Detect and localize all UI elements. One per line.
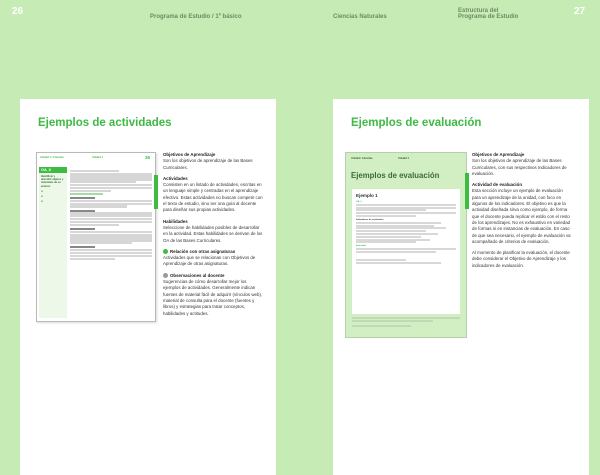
- thumbnail-header-center: Unidad 1: [398, 157, 409, 160]
- section-relacion: [163, 249, 263, 268]
- running-header-left: Programa de Estudio / 1º básico: [150, 14, 242, 20]
- activity-label: Actividad: [356, 245, 366, 248]
- thumbnail-header-left: Unidad / Ciencias: [351, 157, 373, 160]
- thumbnail-header-center: Unidad 1: [92, 156, 103, 159]
- section-heading: Actividad de evaluación: [472, 182, 523, 188]
- evaluation-example-thumbnail: [345, 152, 467, 338]
- right-description-column: [472, 152, 572, 274]
- thumbnail-footer: [352, 316, 460, 327]
- section-heading: Objetivos de Aprendizaje: [472, 152, 525, 157]
- section-habilidades: [163, 219, 263, 244]
- page-number-right: 27: [574, 6, 586, 17]
- oa-badge: OA_6: [39, 167, 67, 173]
- running-header-center: Ciencias Naturales: [333, 14, 387, 20]
- left-page-title: Ejemplos de actividades: [38, 117, 172, 129]
- right-page-panel: [333, 99, 589, 475]
- sidebar-objective: Identificar y describir objetos y materiales de su entorno: [41, 175, 64, 188]
- section-objetivos: [472, 152, 572, 177]
- section-heading: Actividades: [163, 175, 188, 181]
- section-actividad-evaluacion: [472, 182, 572, 245]
- sidebar-ie-label: IE: [41, 200, 44, 203]
- section-body: Sugerencias de cómo desarrollar mejor los ejemplos de actividades. Generalmente indican fuentes de material fácil de adquirir (vínculos web), material de consulta para el docente (fuentes y libros) y estrategias para tratar conceptos, habilidades y actitudes.: [163, 279, 263, 316]
- page-number-left: 26: [12, 6, 24, 17]
- running-header-right-line2: Programa de Estudio: [458, 14, 519, 20]
- section-heading: Observaciones al docente: [170, 272, 225, 278]
- header: [0, 0, 600, 30]
- section-actividades: [163, 176, 263, 214]
- section-planificar: [472, 250, 572, 269]
- right-page-title: Ejemplos de evaluación: [351, 117, 482, 129]
- section-objetivos: [163, 152, 263, 171]
- section-body: Consisten en un listado de actividades, escritas en un lenguaje simple y centradas en el aprendizaje efectivo. Estas actividades no buscan competir con el texto de estudio, sino ser una guía al docente para diseñar sus propias actividades.: [163, 182, 263, 213]
- section-body: Al momento de planificar la evaluación, el docente debe considerar el Objetivo de Aprendizaje y los indicadores de evaluación.: [472, 250, 570, 268]
- thumbnail-page-number: 35: [145, 155, 151, 160]
- activity-example-thumbnail: [36, 152, 156, 322]
- section-body: Son los objetivos de aprendizaje de las Bases Curriculares.: [163, 158, 253, 170]
- thumbnail-header: [37, 153, 155, 162]
- thumbnail-title: Ejemplos de evaluación: [351, 171, 440, 180]
- green-dot-icon: [163, 249, 168, 254]
- section-heading: Relación con otras asignaturas: [170, 248, 236, 254]
- thumbnail-header: [346, 153, 466, 163]
- thumbnail-side-tab: [154, 175, 158, 209]
- section-observaciones: [163, 273, 263, 317]
- section-heading: Habilidades: [163, 218, 188, 224]
- section-body: Esta sección incluye un ejemplo de evaluación para un aprendizaje de la unidad, con foco en algunos de los indicadores. El objetivo es que la actividad diseñada sirva como ejemplo, de forma que el docente pueda replicar el estilo con el resto de los aprendizajes. No es exhaustivo en variedad de formas ni en instancias de evaluación. En caso de que sea necesario, el ejemplo de evaluación va acompañado de criterios de evaluación.: [472, 188, 571, 244]
- example-heading: Ejemplo 1: [356, 193, 378, 198]
- section-body: Son los objetivos de aprendizaje de las Bases Curriculares, con sus respectivos Indicadores de evaluación.: [472, 158, 567, 176]
- sidebar-ie-label: IE: [41, 195, 44, 198]
- left-page-panel: [20, 99, 276, 475]
- section-body: Actividades que se relacionan con Objetivos de Aprendizaje de otras asignaturas.: [163, 255, 256, 267]
- sidebar-ie-label: IE: [41, 190, 44, 193]
- thumbnail-body: [70, 169, 152, 261]
- thumbnail-header-left: Unidad 1 / Ciencias: [40, 156, 64, 159]
- thumbnail-sidebar: [39, 173, 67, 318]
- gray-dot-icon: [163, 273, 168, 278]
- thumbnail-side-tab: [465, 173, 469, 209]
- section-body: Seleccione de habilidades posibles de desarrollar en la actividad. Estas habilidades se derivan de los OA de las Bases Curriculares.: [163, 224, 263, 243]
- thumbnail-example-card: [352, 189, 460, 314]
- oa-label: OA_2: [356, 201, 362, 203]
- running-header-right-line1: Estructura del: [458, 8, 499, 14]
- section-heading: Objetivos de Aprendizaje: [163, 152, 216, 157]
- left-description-column: [163, 152, 263, 322]
- indicators-label: Indicadores de evaluación: [356, 218, 384, 221]
